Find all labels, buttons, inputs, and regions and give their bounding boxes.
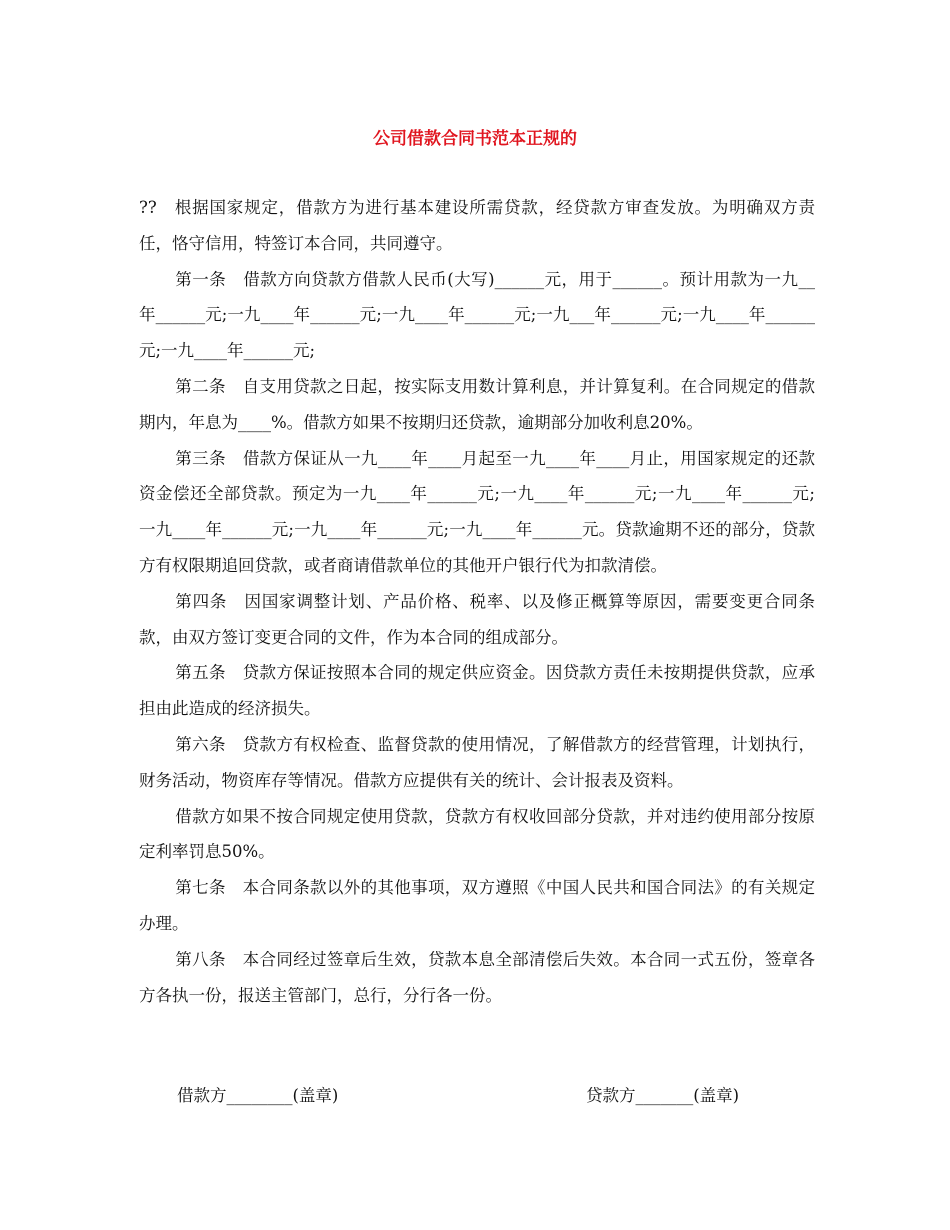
article-3-paragraph: 第三条 借款方保证从一九____年____月起至一九____年____月止，用国家规定的还款资金偿还全部贷款。预定为一九____年______元;一九____年______元;一九____年______元;一九____年______元;一九____年______元;一九____年______元。贷款逾期不还的部分，贷款方有权限期追回贷款，或者商请借款单位的其他开户银行代为扣款清偿。 [139, 448, 815, 575]
article-7-paragraph: 第七条 本合同条款以外的其他事项，双方遵照《中国人民共和国合同法》的有关规定办理。 [139, 878, 815, 933]
document-body [139, 190, 815, 1013]
article-4-paragraph: 第四条 因国家调整计划、产品价格、税率、以及修正概算等原因，需要变更合同条款，由双方签订变更合同的文件，作为本合同的组成部分。 [139, 591, 815, 647]
article-5-paragraph: 第五条 贷款方保证按照本合同的规定供应资金。因贷款方责任未按期提供贷款，应承担由此造成的经济损失。 [139, 663, 815, 719]
document-title: 公司借款合同书范本正规的 [373, 129, 577, 149]
lender-signature: 贷款方_______(盖章) [586, 1086, 740, 1105]
article-8-paragraph: 第八条 本合同经过签章后生效，贷款本息全部清偿后失效。本合同一式五份，签章各方各执一份，报送主管部门，总行，分行各一份。 [139, 949, 815, 1005]
article-2-paragraph: 第二条 自支用贷款之日起，按实际支用数计算利息，并计算复利。在合同规定的借款期内，年息为____%。借款方如果不按期归还贷款，逾期部分加收利息20%。 [139, 376, 815, 432]
preamble-paragraph: ?? 根据国家规定，借款方为进行基本建设所需贷款，经贷款方审查发放。为明确双方责任，恪守信用，特签订本合同，共同遵守。 [139, 198, 815, 253]
article-6-supplement-paragraph: 借款方如果不按合同规定使用贷款，贷款方有权收回部分贷款，并对违约使用部分按原定利率罚息50%。 [139, 806, 815, 862]
borrower-signature: 借款方________(盖章) [177, 1086, 339, 1105]
article-1-paragraph: 第一条 借款方向贷款方借款人民币(大写)______元，用于______。预计用款为一九__年______元;一九____年______元;一九____年______元;一九___年______元;一九____年______元;一九____年______元; [139, 269, 815, 361]
article-6-paragraph: 第六条 贷款方有权检查、监督贷款的使用情况，了解借款方的经营管理，计划执行，财务活动，物资库存等情况。借款方应提供有关的统计、会计报表及资料。 [139, 734, 815, 790]
